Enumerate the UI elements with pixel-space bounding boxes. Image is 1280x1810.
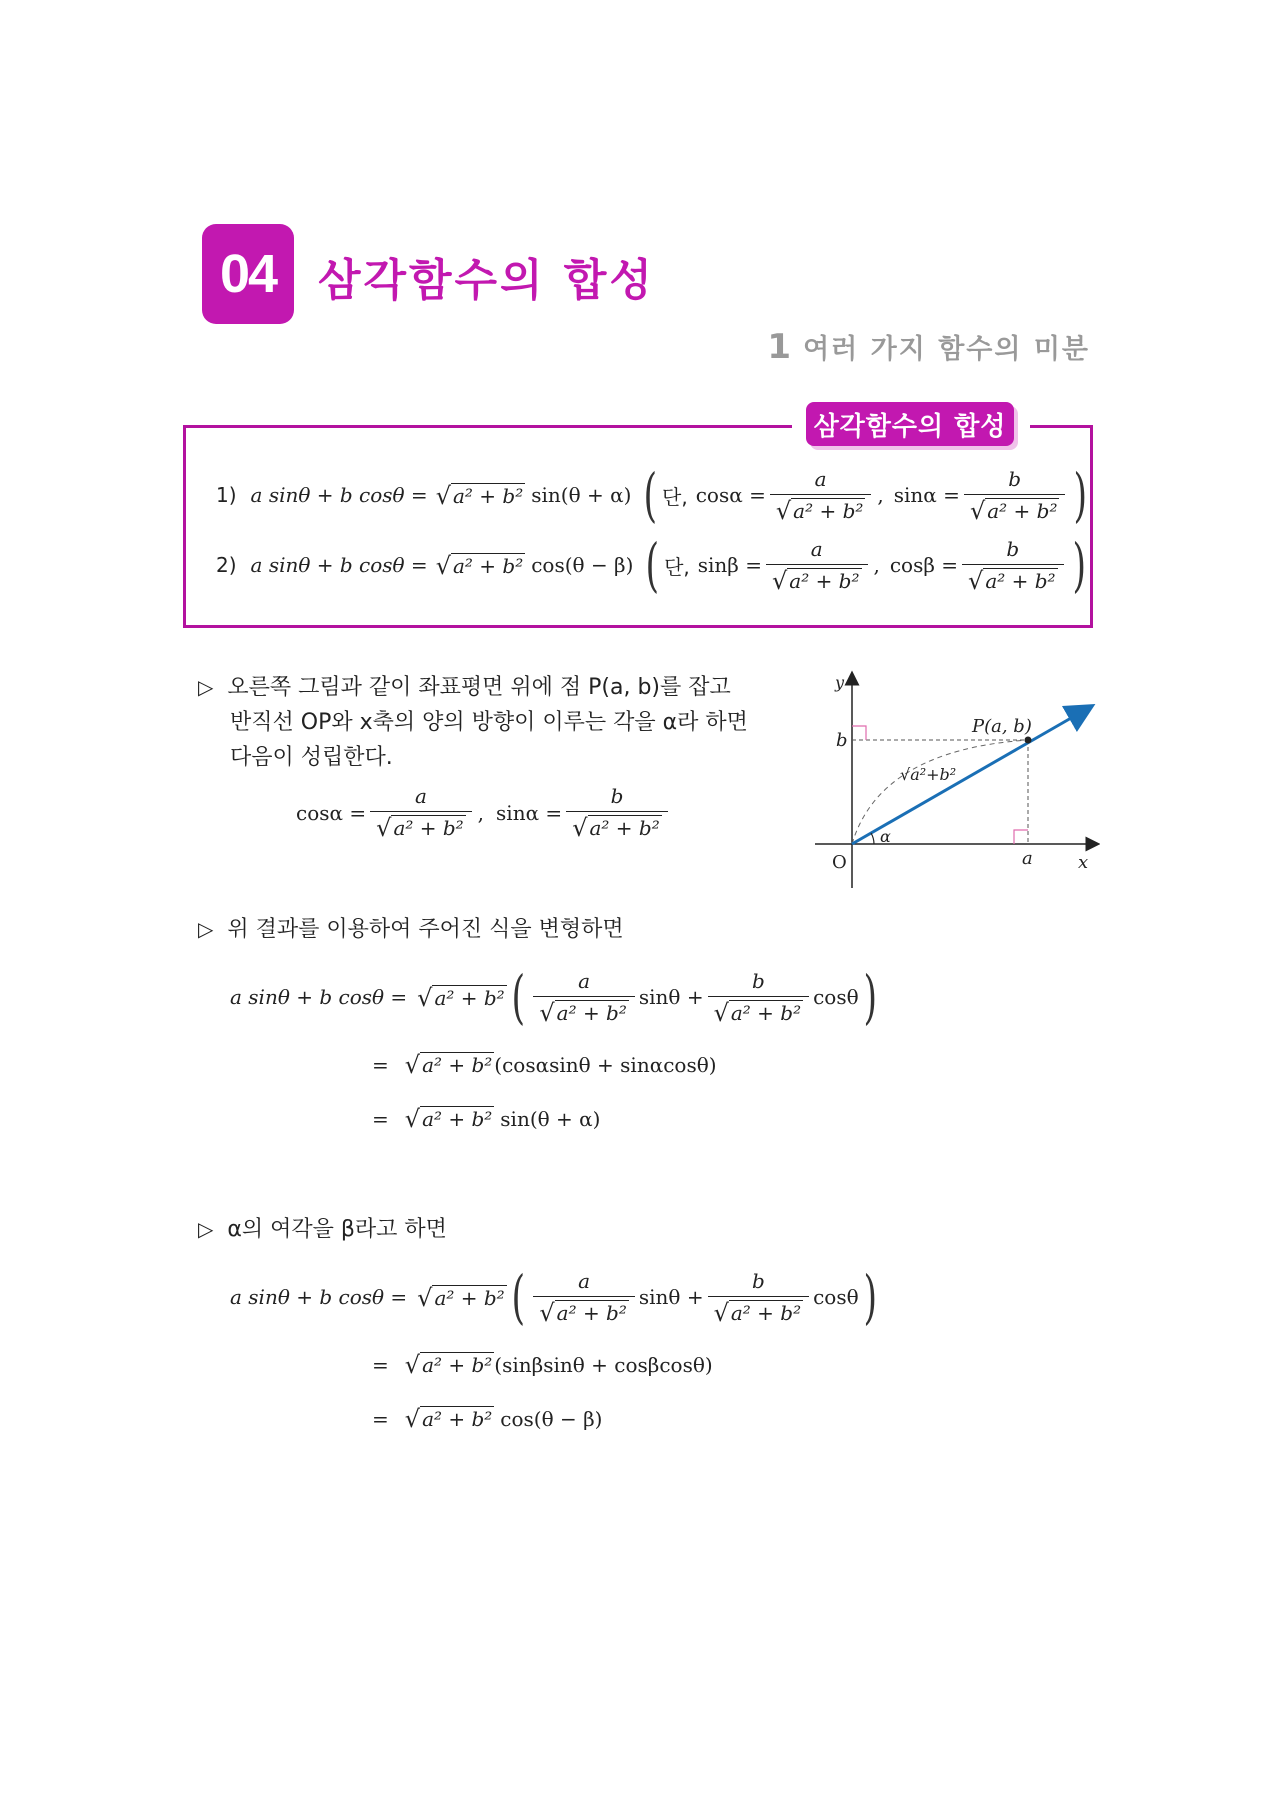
section-1-text — [198, 670, 748, 775]
formula-1-frac-1: a √ a² + b² — [770, 467, 872, 524]
section-2-t2: cosθ — [813, 985, 859, 1009]
formula-2-cond: 단, — [664, 554, 690, 579]
section-3-t2: cosθ — [813, 1285, 859, 1309]
section-3-eq-1: = — [372, 1352, 389, 1377]
section-2-line-1: a sinθ + b cosθ = √ a² + b² ( a √ a² + b² sinθ + b √ a² + b² cosθ ) — [230, 963, 877, 1031]
section-2-frac-2: b √ a² + b² — [708, 969, 810, 1026]
alpha-label: α — [880, 827, 891, 846]
origin-label: O — [832, 852, 847, 873]
section-2-eq-2: = — [372, 1106, 389, 1131]
x-label: x — [1078, 852, 1089, 873]
section-1-frac-2: b √ a² + b² — [566, 784, 668, 841]
section-2-sqrt: √ a² + b² — [417, 983, 505, 1012]
formula-1-c1: cosα = — [695, 483, 766, 507]
section-3-intro-row — [198, 1212, 447, 1247]
bullet-triangle-icon: ▷ — [198, 675, 214, 699]
ray-op — [852, 710, 1085, 844]
formula-2-trig: cos(θ − β) — [531, 553, 634, 577]
formula-1-cond: 단, — [662, 484, 688, 509]
section-2-t1: sinθ + — [638, 985, 704, 1009]
point-p — [1025, 737, 1032, 744]
angle-arc — [871, 833, 874, 844]
section-3-line-1: a sinθ + b cosθ = √ a² + b² ( a √ a² + b² sinθ + b √ a² + b² cosθ ) — [230, 1263, 877, 1331]
unit-heading — [767, 327, 1090, 367]
formula-1-lhs: a sinθ + b cosθ = — [250, 483, 428, 507]
section-2-intro: 위 결과를 이용하여 주어진 식을 변형하면 — [227, 917, 624, 942]
formula-2-frac-1: a √ a² + b² — [766, 537, 868, 594]
section-3-line-3: = √ a² + b² cos(θ − β) — [372, 1405, 603, 1433]
section-2-intro-row — [198, 912, 624, 947]
section-2-frac-1: a √ a² + b² — [533, 969, 635, 1026]
section-1-line-2: 반직선 OP와 x축의 양의 방향이 이루는 각을 α라 하면 — [230, 710, 748, 735]
section-2-eq-1: = — [372, 1052, 389, 1077]
chapter-number-badge: 04 — [202, 224, 294, 324]
formula-2-c2: cosβ = — [889, 553, 959, 577]
b-label: b — [836, 730, 848, 751]
formula-1: 1) a sinθ + b cosθ = √ a² + b² sin(θ + α) ( 단, cosα = a √ a² + b² , sinα = b √ a² + b² ) — [216, 461, 1088, 529]
unit-number: 1 — [767, 327, 794, 367]
bullet-triangle-icon: ▷ — [198, 917, 214, 941]
section-1-frac-1: a √ a² + b² — [370, 784, 472, 841]
section-3-eq-2: = — [372, 1406, 389, 1431]
section-1-line-1: 오른쪽 그림과 같이 좌표평면 위에 점 P(a, b)를 잡고 — [227, 675, 731, 700]
chapter-title: 삼각함수의 합성 — [318, 255, 655, 306]
point-label: P(a, b) — [972, 716, 1032, 737]
section-3-intro: α의 여각을 β라고 하면 — [227, 1217, 447, 1242]
formula-box — [183, 425, 1093, 628]
section-2-lhs: a sinθ + b cosθ = — [230, 985, 408, 1009]
formula-2-lhs: a sinθ + b cosθ = — [250, 553, 428, 577]
radius-label: √a²+b² — [900, 765, 957, 784]
section-3-t1: sinθ + — [638, 1285, 704, 1309]
a-label: a — [1022, 848, 1033, 869]
y-label: y — [835, 673, 845, 692]
section-3-line-3-expr: cos(θ − β) — [500, 1406, 603, 1431]
section-3-line-2-expr: (sinβsinθ + cosβcosθ) — [494, 1352, 713, 1377]
formula-1-trig: sin(θ + α) — [531, 483, 632, 507]
section-3-frac-2: b √ a² + b² — [708, 1269, 810, 1326]
section-1-c2: sinα = — [496, 800, 563, 825]
unit-title: 여러 가지 함수의 미분 — [803, 334, 1090, 365]
formula-1-label: 1) — [216, 483, 237, 507]
section-2-line-2-expr: (cosαsinθ + sinαcosθ) — [494, 1052, 717, 1077]
bullet-triangle-icon: ▷ — [198, 1217, 214, 1241]
right-angle-mark-bottom — [1014, 830, 1028, 844]
section-3-lhs: a sinθ + b cosθ = — [230, 1285, 408, 1309]
section-2-line-3: = √ a² + b² sin(θ + α) — [372, 1105, 601, 1133]
formula-2-c1: sinβ = — [697, 553, 762, 577]
formula-1-frac-2: b √ a² + b² — [964, 467, 1066, 524]
formula-2-label: 2) — [216, 553, 237, 577]
formula-2-frac-2: b √ a² + b² — [962, 537, 1064, 594]
section-2-line-2: = √ a² + b² (cosαsinθ + sinαcosθ) — [372, 1051, 717, 1079]
formula-2: 2) a sinθ + b cosθ = √ a² + b² cos(θ − β) ( 단, sinβ = a √ a² + b² , cosβ = b √ a² + b² ) — [216, 531, 1086, 599]
formula-box-tag: 삼각함수의 합성 — [806, 402, 1014, 446]
formula-1-sqrt: √ a² + b² — [435, 481, 524, 510]
section-1-line-3: 다음이 성립한다. — [230, 745, 393, 770]
section-3-frac-1: a √ a² + b² — [533, 1269, 635, 1326]
section-1-formula: cosα = a √ a² + b² , sinα = b √ a² + b² — [296, 784, 672, 841]
formula-1-c2: sinα = — [893, 483, 960, 507]
coordinate-figure — [810, 670, 1100, 900]
section-3-sqrt: √ a² + b² — [417, 1283, 505, 1312]
section-1-c1: cosα = — [296, 800, 367, 825]
section-2-line-3-expr: sin(θ + α) — [500, 1106, 601, 1131]
right-angle-mark-top — [852, 726, 866, 740]
section-3-line-2: = √ a² + b² (sinβsinθ + cosβcosθ) — [372, 1351, 713, 1379]
formula-2-sqrt: √ a² + b² — [435, 551, 524, 580]
